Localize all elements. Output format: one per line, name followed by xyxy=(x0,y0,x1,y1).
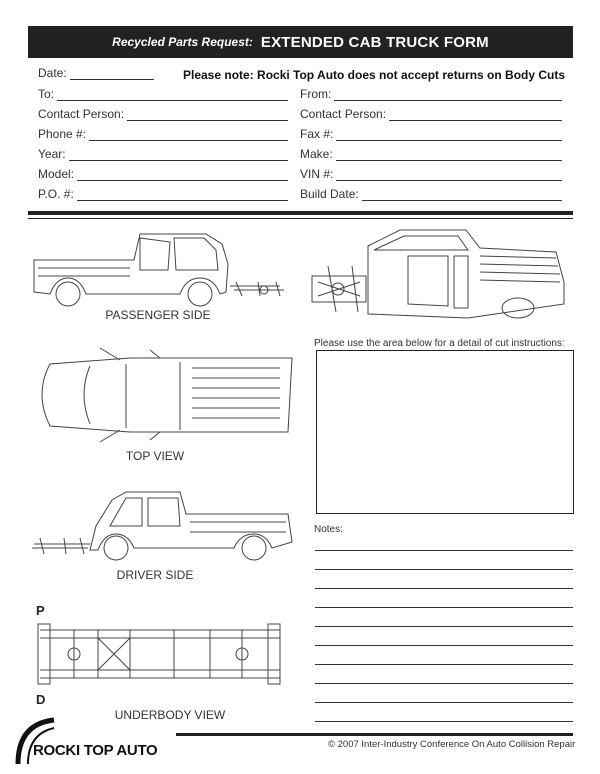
from-label: From: xyxy=(300,87,332,101)
to-line[interactable] xyxy=(57,89,288,101)
date-label: Date: xyxy=(38,66,67,80)
vin-line[interactable] xyxy=(336,169,562,181)
contact-person-right-line[interactable] xyxy=(389,109,562,121)
date-line[interactable] xyxy=(70,68,154,80)
notes-line[interactable] xyxy=(315,626,573,627)
section-divider-thin xyxy=(28,218,573,219)
contact-person-left-field[interactable] xyxy=(38,105,288,121)
footer-divider xyxy=(176,733,573,736)
passenger-side-label: PASSENGER SIDE xyxy=(105,308,211,322)
model-label: Model: xyxy=(38,167,75,181)
perspective-truck-cut-drawing xyxy=(308,226,573,324)
underbody-view-label: UNDERBODY VIEW xyxy=(114,708,226,722)
phone-line[interactable] xyxy=(89,129,288,141)
form-header-banner xyxy=(28,26,573,58)
driver-side-truck-drawing xyxy=(30,486,300,566)
underbody-frame-drawing xyxy=(34,620,286,688)
top-view-truck-drawing xyxy=(30,344,300,444)
build-date-field[interactable] xyxy=(300,185,562,201)
form-subtitle: Recycled Parts Request: xyxy=(112,35,253,49)
notes-label: Notes: xyxy=(314,524,343,535)
build-date-line[interactable] xyxy=(362,189,562,201)
model-line[interactable] xyxy=(77,169,288,181)
form-title: EXTENDED CAB TRUCK FORM xyxy=(260,33,489,51)
notes-line[interactable] xyxy=(315,664,573,665)
notes-line[interactable] xyxy=(315,588,573,589)
cut-instructions-box[interactable] xyxy=(316,350,574,514)
contact-person-left-line[interactable] xyxy=(127,109,288,121)
fax-field[interactable] xyxy=(300,125,562,141)
section-divider-thick xyxy=(28,211,573,215)
top-view-label: TOP VIEW xyxy=(125,449,185,463)
notes-line[interactable] xyxy=(315,550,573,551)
contact-person-right-field[interactable] xyxy=(300,105,562,121)
po-line[interactable] xyxy=(77,189,288,201)
date-field[interactable] xyxy=(38,64,154,80)
build-date-label: Build Date: xyxy=(300,187,359,201)
returns-note: Please note: Rocki Top Auto does not accept returns on Body Cuts xyxy=(183,68,566,82)
notes-line[interactable] xyxy=(315,569,573,570)
notes-line[interactable] xyxy=(315,607,573,608)
passenger-marker: P xyxy=(36,603,45,618)
fax-line[interactable] xyxy=(336,129,562,141)
driver-side-label: DRIVER SIDE xyxy=(116,568,194,582)
copyright-text: © 2007 Inter-Industry Conference On Auto Collision Repair xyxy=(328,739,576,750)
make-label: Make: xyxy=(300,147,333,161)
notes-line[interactable] xyxy=(315,683,573,684)
phone-label: Phone #: xyxy=(38,127,87,141)
vin-label: VIN #: xyxy=(300,167,334,181)
phone-field[interactable] xyxy=(38,125,288,141)
make-field[interactable] xyxy=(300,145,562,161)
from-field[interactable] xyxy=(300,85,562,101)
contact-person-left-label: Contact Person: xyxy=(38,107,125,121)
make-line[interactable] xyxy=(336,149,562,161)
rocki-top-auto-logo xyxy=(14,714,174,768)
model-field[interactable] xyxy=(38,165,288,181)
year-label: Year: xyxy=(38,147,66,161)
passenger-side-truck-drawing xyxy=(30,230,290,308)
notes-line[interactable] xyxy=(315,721,573,722)
po-field[interactable] xyxy=(38,185,288,201)
driver-marker: D xyxy=(36,692,46,707)
po-label: P.O. #: xyxy=(38,187,74,201)
vin-field[interactable] xyxy=(300,165,562,181)
year-line[interactable] xyxy=(69,149,288,161)
cut-instructions-label: Please use the area below for a detail of cut instructions: xyxy=(314,338,565,349)
logo-text: ROCKI TOP AUTO xyxy=(33,742,158,759)
to-field[interactable] xyxy=(38,85,288,101)
to-label: To: xyxy=(38,87,55,101)
contact-person-right-label: Contact Person: xyxy=(300,107,387,121)
from-line[interactable] xyxy=(334,89,562,101)
year-field[interactable] xyxy=(38,145,288,161)
fax-label: Fax #: xyxy=(300,127,334,141)
notes-line[interactable] xyxy=(315,645,573,646)
notes-line[interactable] xyxy=(315,702,573,703)
